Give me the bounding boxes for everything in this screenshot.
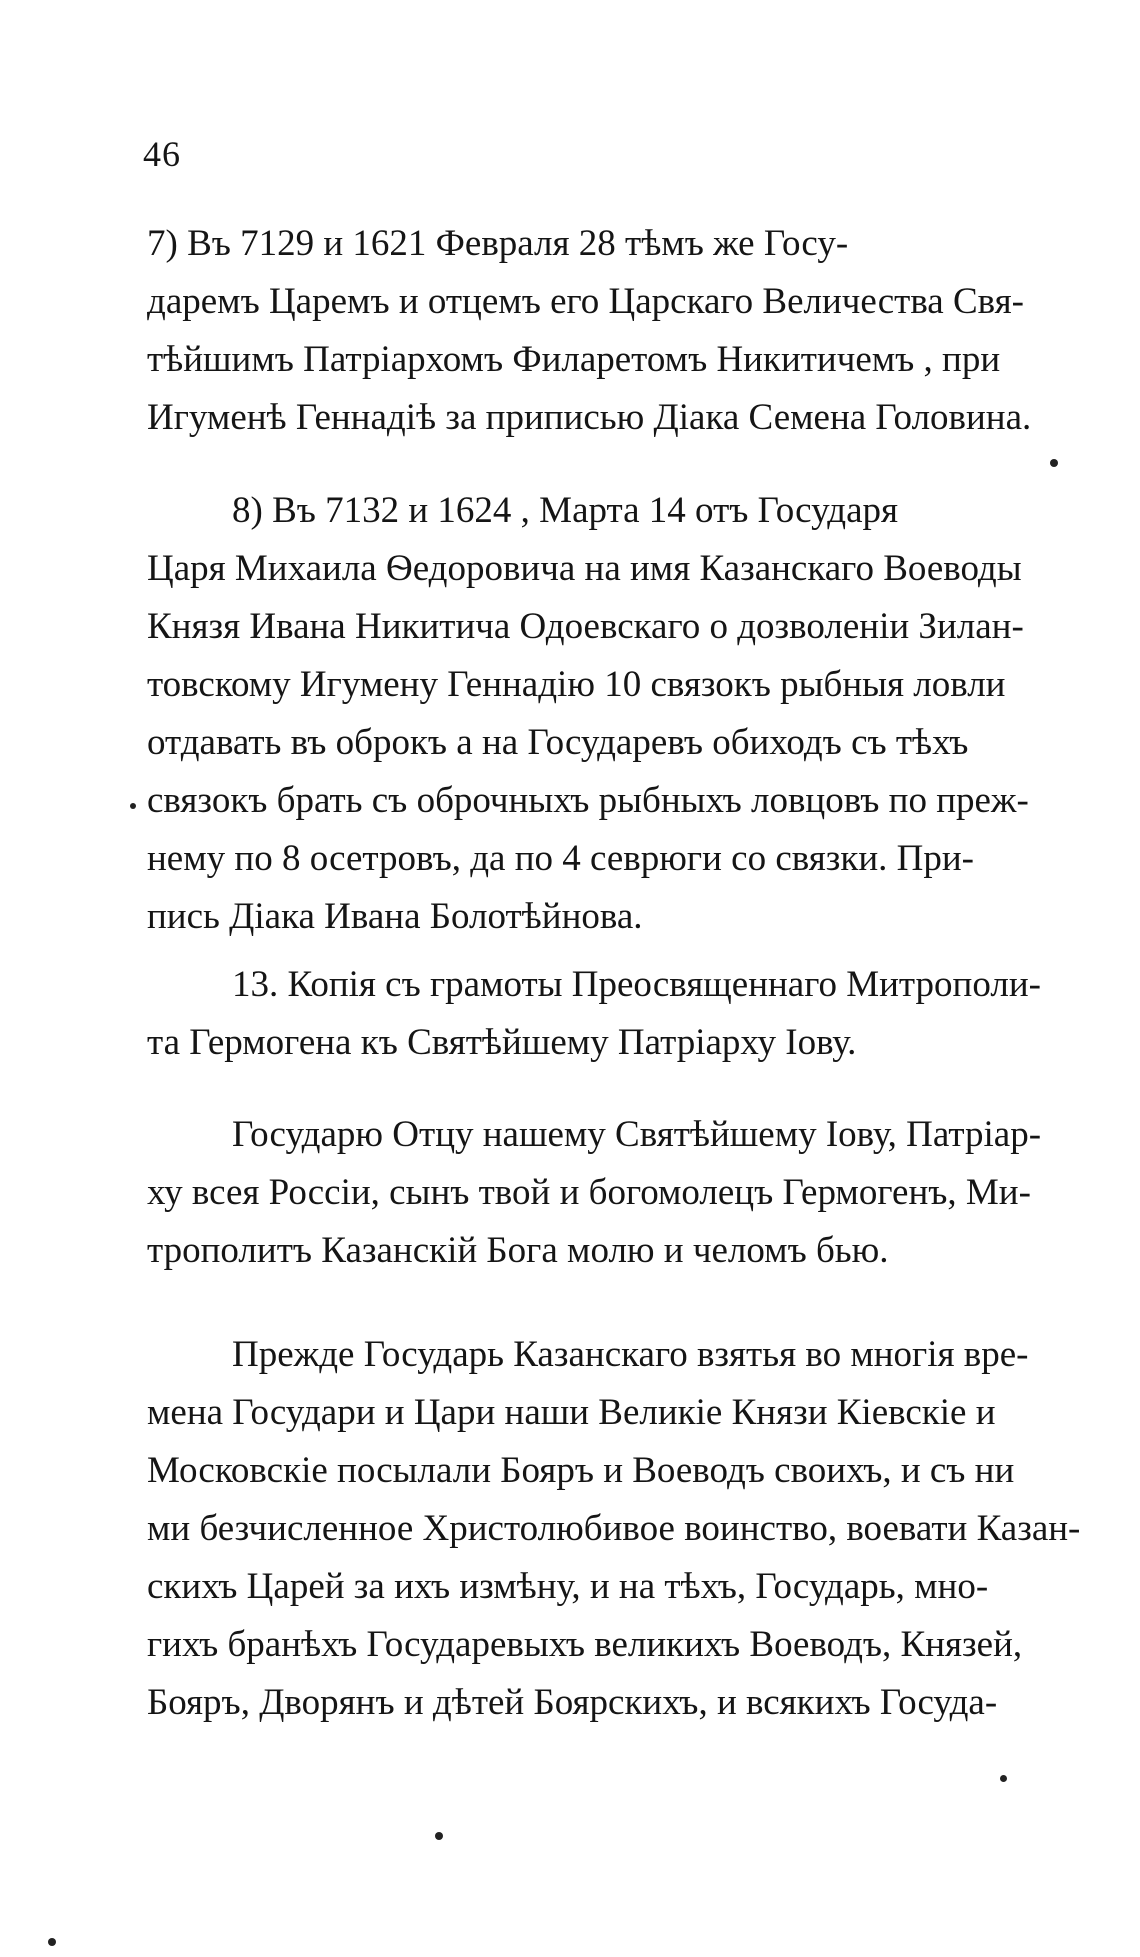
text-line: 13. Копія съ грамоты Преосвященнаго Митрополи-: [232, 964, 1041, 1005]
text-line: Игуменѣ Геннадіѣ за приписью Діака Семена Головина.: [147, 397, 1032, 438]
scan-speck: [130, 803, 136, 809]
text-line: Московскіе посылали Бояръ и Воеводъ своихъ, и съ ни: [147, 1450, 1015, 1491]
text-line: Князя Ивана Никитича Одоевскаго о дозволеніи Зилан-: [147, 606, 1024, 647]
paragraph-8: [147, 489, 1122, 953]
text-line: гихъ бранѣхъ Государевыхъ великихъ Воеводъ, Князей,: [147, 1624, 1023, 1665]
scan-speck: [435, 1832, 443, 1840]
text-line: та Гермогена къ Святѣйшему Патріарху Іову.: [147, 1022, 857, 1063]
page-number: 46: [143, 134, 181, 174]
text-line: пись Діака Ивана Болотѣйнова.: [147, 896, 643, 937]
document-heading-13: [147, 963, 1122, 1079]
text-line: 7) Въ 7129 и 1621 Февраля 28 тѣмъ же Госу-: [147, 223, 849, 264]
text-line: отдавать въ оброкъ а на Государевъ обиходъ съ тѣхъ: [147, 722, 969, 763]
text-line: ми безчисленное Христолюбивое воинство, воевати Казан-: [147, 1508, 1081, 1549]
text-line: Царя Михаила Ѳедоровича на имя Казанскаго Воеводы: [147, 548, 1022, 589]
text-line: ху всея Россіи, сынъ твой и богомолецъ Гермогенъ, Ми-: [147, 1172, 1031, 1213]
text-line: трополитъ Казанскій Бога молю и челомъ бью.: [147, 1230, 889, 1271]
text-line: Прежде Государь Казанскаго взятья во многія вре-: [232, 1334, 1029, 1375]
text-line: товскому Игумену Геннадію 10 связокъ рыбныя ловли: [147, 664, 1006, 705]
text-line: мена Государи и Цари наши Великіе Князи Кіевскіе и: [147, 1392, 996, 1433]
text-line: 8) Въ 7132 и 1624 , Марта 14 отъ Государя: [232, 490, 899, 531]
text-line: Бояръ, Дворянъ и дѣтей Боярскихъ, и всякихъ Госуда-: [147, 1682, 998, 1723]
salutation-paragraph: [147, 1113, 1122, 1287]
text-line: скихъ Царей за ихъ измѣну, и на тѣхъ, Государь, мно-: [147, 1566, 989, 1607]
text-line: нему по 8 осетровъ, да по 4 севрюги со связки. При-: [147, 838, 974, 879]
text-line: даремъ Царемъ и отцемъ его Царскаго Величества Свя-: [147, 281, 1024, 322]
paragraph-7: [147, 222, 1122, 454]
scan-speck: [1050, 459, 1058, 467]
scan-speck: [1000, 1775, 1007, 1782]
text-line: тѣйшимъ Патріархомъ Филаретомъ Никитичемъ , при: [147, 339, 1001, 380]
scan-speck: [48, 1938, 56, 1946]
text-line: связокъ брать съ оброчныхъ рыбныхъ ловцовъ по преж-: [147, 780, 1029, 821]
body-paragraph: [147, 1333, 1122, 1739]
text-line: Государю Отцу нашему Святѣйшему Іову, Патріар-: [232, 1114, 1042, 1155]
